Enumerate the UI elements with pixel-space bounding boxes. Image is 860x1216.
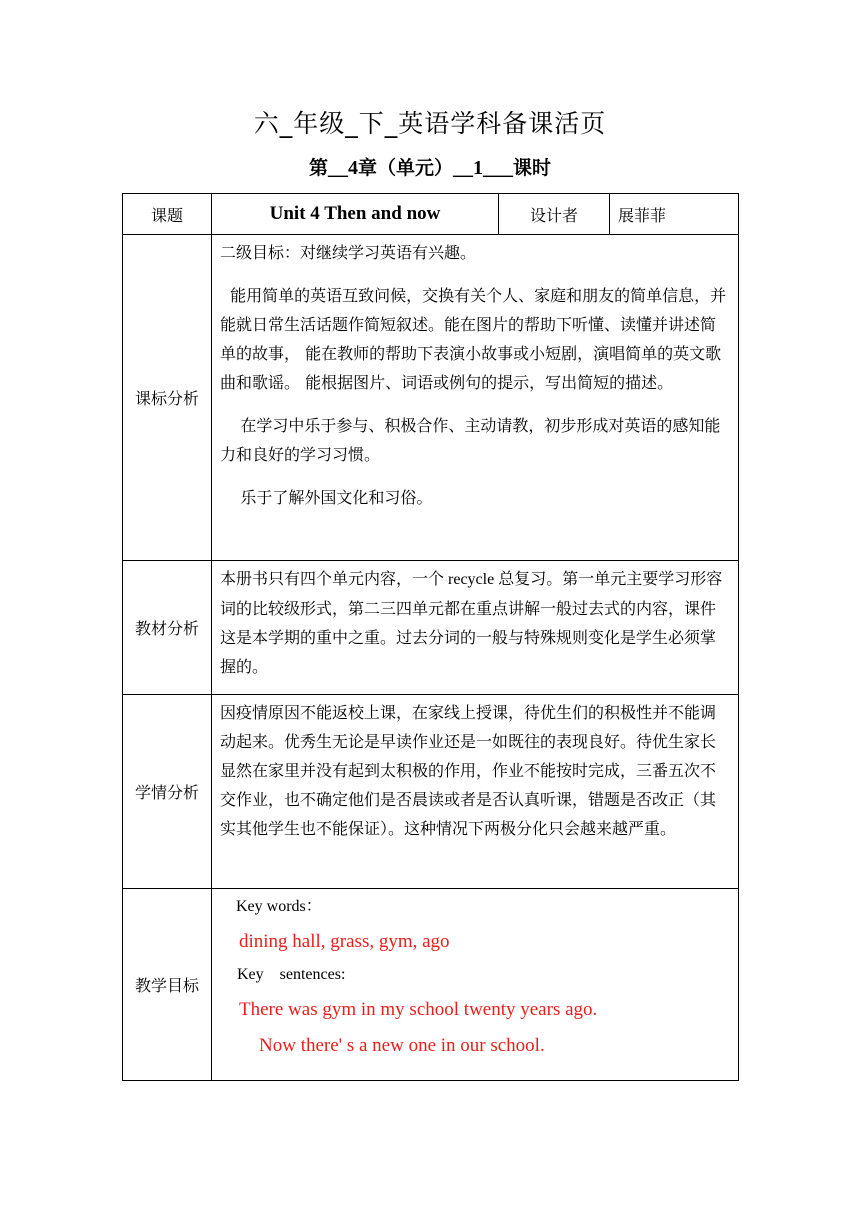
students-content: 因疫情原因不能返校上课，在家线上授课，待优生们的积极性并不能调动起来。优秀生无论是早读作业还是一如既往的表现良好。待优生家长显然在家里并没有起到太积极的作用，作业不能按时完成，三番五次不交作业，也不确定他们是否晨读或者是否认真听课，错题是否改正（其实其他学生也不能保证）。这种情况下两极分化只会越来越严重。: [212, 695, 739, 889]
textbook-label: 教材分析: [123, 561, 212, 695]
key-sentences-label: Key sentences:: [237, 966, 346, 983]
designer-label: 设计者: [499, 194, 610, 235]
standards-label: 课标分析: [123, 235, 212, 561]
page-title: 六_年级_下_英语学科备课活页: [253, 109, 607, 138]
key-words-label: Key words：: [236, 898, 322, 915]
chapter-number: __4: [327, 157, 358, 179]
objectives-content: [212, 889, 739, 1081]
textbook-text-a: 本册书只有四个单元内容，一个: [220, 569, 445, 588]
period-number: __1___: [453, 157, 513, 179]
key-sentence-1: There was gym in my school twenty years ago.: [239, 999, 598, 1020]
standards-p1: 二级目标：对继续学习英语有兴趣。: [220, 243, 477, 262]
key-words: dining hall, grass, gym, ago: [239, 931, 450, 952]
standards-p2: 能用简单的英语互致问候，交换有关个人、家庭和朋友的简单信息，并能就日常生活话题作简短叙述。能在图片的帮助下听懂、读懂并讲述简单的故事， 能在教师的帮助下表演小故事或小短剧，演唱简单的英文歌曲和歌谣。 能根据图片、词语或例句的提示，写出简短的描述。: [220, 286, 727, 392]
unit-title: Unit 4 Then and now: [212, 194, 499, 235]
topic-row: [123, 194, 739, 235]
objectives-label: 教学目标: [123, 889, 212, 1081]
key-sentence-2: Now there' s a new one in our school.: [259, 1035, 545, 1056]
designer-name: 展菲菲: [610, 194, 739, 235]
standards-content: [212, 235, 739, 561]
standards-row: [123, 235, 739, 561]
standards-p3: 在学习中乐于参与、积极合作、主动请教，初步形成对英语的感知能力和良好的学习习惯。: [220, 416, 721, 464]
textbook-text-b: 总复习。第一单元主要学习形容词的比较级形式，第二三四单元都在重点讲解一般过去式的内容，课件这是本学期的重中之重。过去分词的一般与特殊规则变化是学生必须掌握的。: [220, 569, 723, 676]
students-label: 学情分析: [123, 695, 212, 889]
subtitle-prefix: 第: [308, 157, 328, 179]
students-row: [123, 695, 739, 889]
topic-label: 课题: [123, 194, 212, 235]
lesson-plan-table: [122, 193, 739, 1081]
textbook-row: [123, 561, 739, 695]
textbook-content: [212, 561, 739, 695]
standards-p4: 乐于了解外国文化和习俗。: [220, 488, 433, 507]
subtitle-middle: 章（单元）: [357, 157, 453, 179]
lesson-subtitle: [0, 153, 860, 180]
objectives-row: [123, 889, 739, 1081]
subtitle-suffix: 课时: [513, 157, 552, 179]
textbook-text-en: recycle: [444, 571, 499, 588]
